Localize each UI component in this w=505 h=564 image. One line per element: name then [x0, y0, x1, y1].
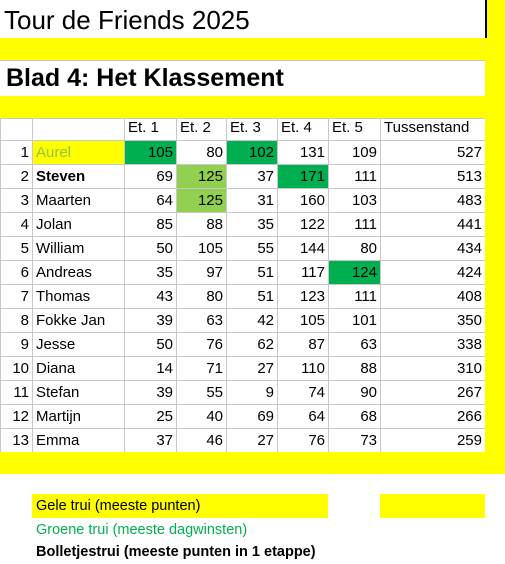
title-right-border	[485, 0, 487, 38]
row-value-e2: 55	[206, 384, 223, 401]
row-value-e2: 63	[206, 312, 223, 329]
row-value-e4: 87	[308, 336, 325, 353]
header-et5: Et. 5	[332, 119, 363, 136]
yellow-band-1	[0, 38, 485, 60]
row-value-e2: 97	[206, 264, 223, 281]
row-value-e5: 80	[360, 240, 377, 257]
row-value-e3: 62	[257, 336, 274, 353]
row-value-e4: 76	[308, 432, 325, 449]
row-value-e5: 111	[354, 216, 377, 233]
row-value-e2: 88	[206, 216, 223, 233]
row-value-total: 441	[456, 216, 482, 233]
row-value-e3: 9	[265, 384, 274, 401]
row-rank: 4	[20, 216, 29, 233]
row-rank: 5	[20, 240, 29, 257]
row-rank: 10	[12, 360, 29, 377]
header-tussenstand: Tussenstand	[384, 119, 470, 136]
row-value-total: 513	[456, 168, 482, 185]
row-value-total: 267	[456, 384, 482, 401]
row-name: Martijn	[36, 408, 82, 425]
row-value-e1: 43	[156, 288, 173, 305]
row-value-e5: 68	[360, 408, 377, 425]
row-value-total: 434	[456, 240, 482, 257]
row-value-e3: 102	[227, 141, 277, 164]
row-value-total: 266	[456, 408, 482, 425]
row-rank: 3	[20, 192, 29, 209]
row-rank: 7	[20, 288, 29, 305]
row-value-e3: 35	[257, 216, 274, 233]
row-value-e2: 105	[197, 240, 223, 257]
row-name: Jolan	[36, 216, 72, 233]
row-value-e4: 122	[299, 216, 325, 233]
row-value-e2: 46	[206, 432, 223, 449]
row-rank: 2	[20, 168, 29, 185]
row-value-e2: 125	[177, 189, 226, 212]
row-value-e2: 125	[177, 165, 226, 188]
row-value-total: 408	[456, 288, 482, 305]
row-value-e1: 39	[156, 312, 173, 329]
row-value-e5: 88	[360, 360, 377, 377]
row-value-e4: 64	[308, 408, 325, 425]
row-value-total: 424	[456, 264, 482, 281]
row-value-e2: 40	[206, 408, 223, 425]
row-value-e4: 105	[299, 312, 325, 329]
row-name: Jesse	[36, 336, 76, 353]
row-value-e1: 105	[125, 141, 176, 164]
row-name: Aurel	[33, 141, 124, 164]
row-name: Emma	[36, 432, 80, 449]
row-value-e4: 171	[278, 165, 328, 188]
header-et4: Et. 4	[281, 119, 312, 136]
sheet-subtitle: Blad 4: Het Klassement	[6, 64, 284, 92]
row-value-e4: 117	[301, 264, 325, 281]
row-value-e3: 27	[257, 432, 274, 449]
row-rank: 11	[13, 384, 29, 401]
row-value-e1: 25	[156, 408, 173, 425]
row-value-e2: 80	[206, 288, 223, 305]
row-value-e5: 90	[360, 384, 377, 401]
row-value-e2: 76	[206, 336, 223, 353]
row-value-total: 310	[456, 360, 482, 377]
row-value-e1: 85	[156, 216, 173, 233]
row-value-e1: 35	[156, 264, 173, 281]
row-value-e3: 37	[257, 168, 274, 185]
legend-polka-jersey: Bolletjestrui (meeste punten in 1 etappe)	[36, 544, 316, 560]
row-name: Andreas	[36, 264, 92, 281]
row-value-e1: 50	[156, 240, 173, 257]
row-rank: 13	[12, 432, 29, 449]
row-value-e5: 124	[329, 261, 380, 284]
row-value-e3: 51	[257, 264, 274, 281]
row-value-e5: 101	[351, 312, 377, 329]
row-value-e5: 111	[354, 288, 377, 305]
row-name: William	[36, 240, 85, 257]
yellow-band-2	[0, 96, 505, 118]
table-right-yellow	[485, 118, 505, 452]
row-value-total: 483	[456, 192, 482, 209]
row-value-e1: 69	[156, 168, 173, 185]
row-value-e5: 111	[354, 168, 377, 185]
page-title: Tour de Friends 2025	[4, 5, 250, 35]
row-name: Stefan	[36, 384, 80, 401]
row-value-e4: 74	[308, 384, 325, 401]
standings-table	[0, 118, 485, 452]
row-name: Steven	[36, 168, 86, 185]
header-et2: Et. 2	[180, 119, 211, 136]
row-rank: 8	[20, 312, 29, 329]
row-value-e2: 80	[206, 144, 223, 161]
row-value-e5: 63	[360, 336, 377, 353]
row-value-e3: 27	[257, 360, 274, 377]
row-value-e4: 144	[299, 240, 325, 257]
legend-green-jersey: Groene trui (meeste dagwinsten)	[36, 522, 248, 538]
row-value-total: 259	[456, 432, 482, 449]
row-name: Fokke Jan	[36, 312, 106, 329]
row-value-total: 338	[456, 336, 482, 353]
row-value-e3: 51	[257, 288, 274, 305]
row-name: Diana	[36, 360, 76, 377]
row-value-e4: 131	[299, 144, 325, 161]
row-value-e4: 160	[299, 192, 325, 209]
row-value-e4: 123	[299, 288, 325, 305]
row-value-e3: 55	[257, 240, 274, 257]
row-rank: 12	[12, 408, 29, 425]
row-value-e3: 31	[257, 192, 274, 209]
row-value-e1: 50	[156, 336, 173, 353]
row-value-total: 527	[456, 144, 482, 161]
row-value-e1: 37	[156, 432, 173, 449]
row-rank: 9	[20, 336, 29, 353]
row-value-e1: 64	[156, 192, 173, 209]
row-rank: 6	[20, 264, 29, 281]
subtitle-right-yellow	[485, 38, 505, 96]
row-value-e3: 42	[257, 312, 274, 329]
row-name: Maarten	[36, 192, 92, 209]
row-name: Thomas	[36, 288, 91, 305]
row-value-e5: 109	[351, 144, 377, 161]
row-value-e2: 71	[206, 360, 223, 377]
row-value-e4: 110	[301, 360, 325, 377]
header-et1: Et. 1	[128, 119, 159, 136]
row-value-e1: 39	[156, 384, 173, 401]
row-value-e1: 14	[156, 360, 173, 377]
row-value-e3: 69	[257, 408, 274, 425]
row-rank: 1	[20, 144, 29, 161]
title-band-right	[485, 0, 505, 38]
legend-yellow-swatch-right	[380, 494, 485, 518]
header-et3: Et. 3	[230, 119, 261, 136]
legend-yellow-jersey: Gele trui (meeste punten)	[36, 498, 201, 514]
yellow-band-3	[0, 452, 505, 474]
row-value-e5: 103	[351, 192, 377, 209]
row-value-e5: 73	[360, 432, 377, 449]
row-value-total: 350	[456, 312, 482, 329]
